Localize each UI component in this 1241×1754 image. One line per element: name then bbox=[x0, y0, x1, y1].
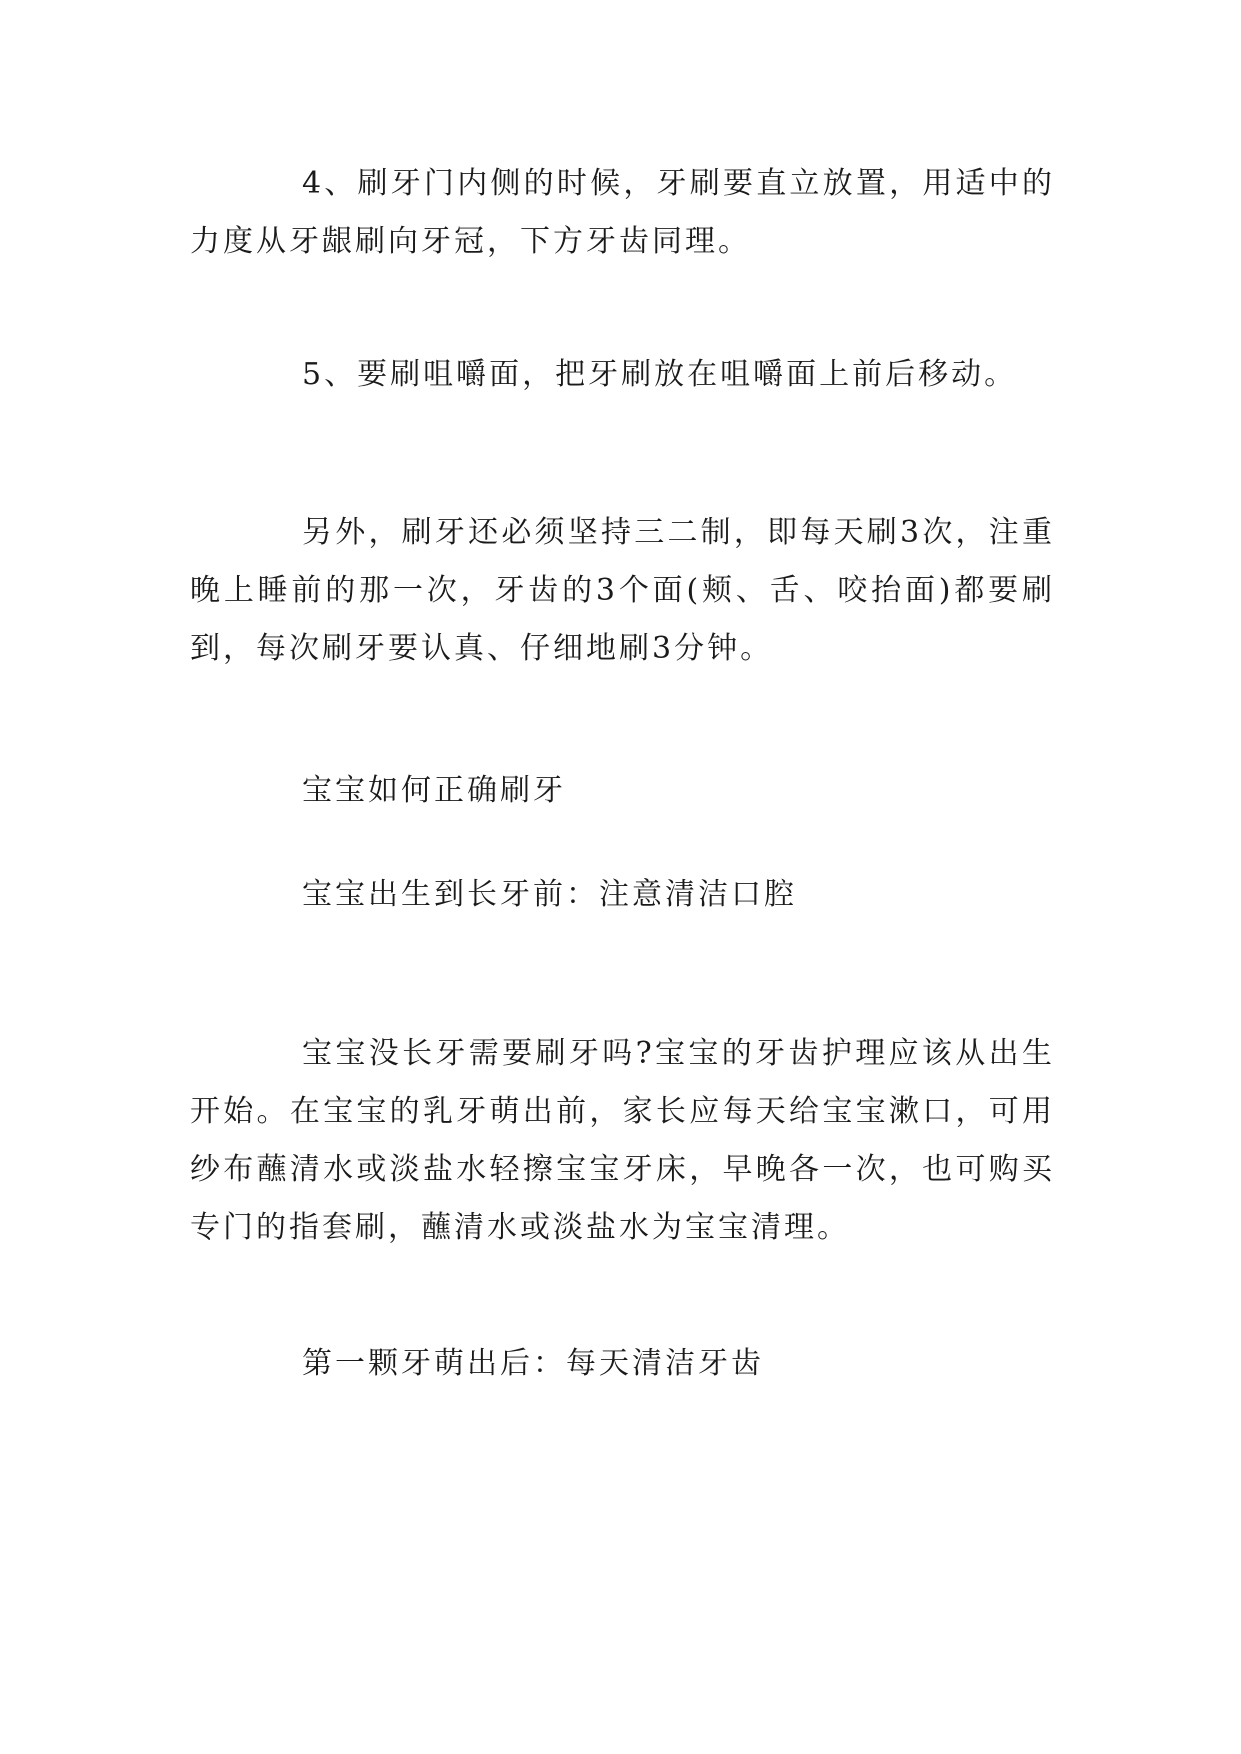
paragraph-step-5: 5、要刷咀嚼面，把牙刷放在咀嚼面上前后移动。 bbox=[302, 357, 1018, 392]
subheading-first-tooth: 第一颗牙萌出后：每天清洁牙齿 bbox=[302, 1346, 764, 1381]
section-heading: 宝宝如何正确刷牙 bbox=[302, 773, 566, 808]
paragraph-three-two-rule: 另外，刷牙还必须坚持三二制，即每天刷3次，注重晚上睡前的那一次，牙齿的3个面(颊、舌、咬抬面)都要刷到，每次刷牙要认真、仔细地刷3分钟。 bbox=[190, 515, 1055, 666]
paragraph-step-4: 4、刷牙门内侧的时候，牙刷要直立放置，用适中的力度从牙龈刷向牙冠，下方牙齿同理。 bbox=[190, 166, 1055, 259]
paragraph-infant-oral-care: 宝宝没长牙需要刷牙吗?宝宝的牙齿护理应该从出生开始。在宝宝的乳牙萌出前，家长应每天给宝宝漱口，可用纱布蘸清水或淡盐水轻擦宝宝牙床，早晚各一次，也可购买专门的指套刷，蘸清水或淡盐水为宝宝清理。 bbox=[190, 1036, 1055, 1245]
subheading-before-teeth: 宝宝出生到长牙前：注意清洁口腔 bbox=[302, 877, 797, 912]
